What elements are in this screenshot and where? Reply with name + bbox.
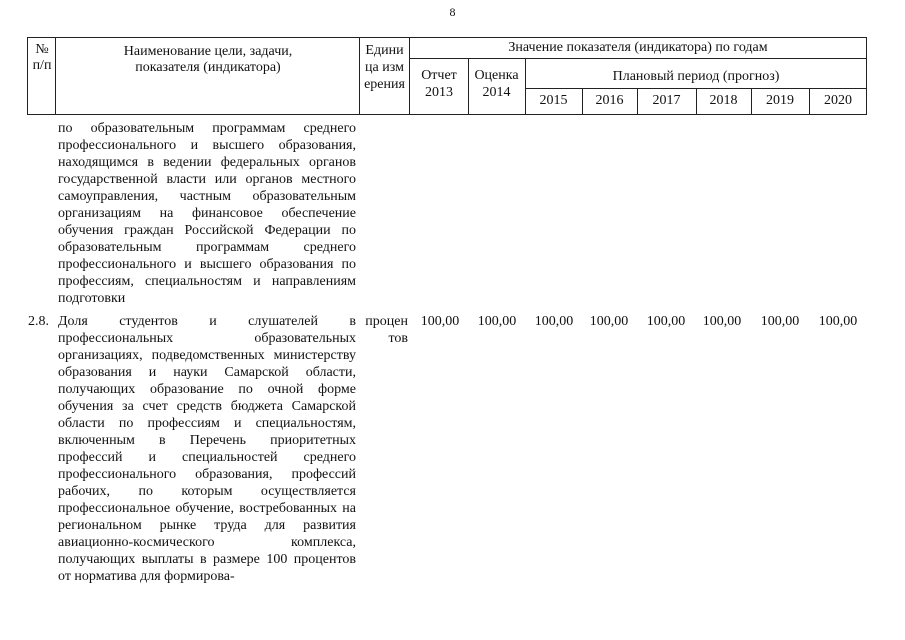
value-2015: 100,00 (534, 314, 574, 329)
row-unit: процентов (365, 314, 408, 346)
header-year: 2016 (595, 93, 624, 108)
row-number: 2.8. (28, 314, 49, 329)
header-estimate: Оценка 2014 (474, 68, 519, 100)
value-2018: 100,00 (702, 314, 742, 329)
header-report: Отчет 2013 (421, 68, 457, 100)
header-values: Значение показателя (индикатора) по годам (508, 40, 768, 55)
header-year: 2017 (652, 93, 681, 108)
value-2020: 100,00 (818, 314, 858, 329)
header-year: 2015 (539, 93, 568, 108)
continuation-text: по образовательным программам среднего профессионального и высшего образования, находящимся в ведении федеральных органов государственной власти или органов местного самоуправления, частным образовательным организациям на финансовое обеспечение обучения граждан Российской Федерации по образовательным программам среднего профессионального и высшего образования по профессиям, специальностям и направлениям подготовки (58, 121, 356, 306)
value-2013: 100,00 (420, 314, 460, 329)
row-name: Доля студентов и слушателей в профессиональных образовательных организациях, подведомственных министерству образования и науки Самарской области, получающих образование по очной форме обучения за счет средств бюджета Самарской области по профессиям и специальностям, включенным в Перечень приоритетных профессий и специальностей среднего профессионального образования, профессий рабочих, по которым осуществляется профессиональное обучение, востребованных на региональном рынке труда для развития авиационно-космического комплекса, получающих выплаты в размере 100 процентов от норматива для формирова- (58, 314, 356, 584)
header-num: № п/п (32, 42, 52, 73)
value-2016: 100,00 (589, 314, 629, 329)
header-unit: Единица измерения (364, 43, 405, 92)
value-2014: 100,00 (477, 314, 517, 329)
table-header (27, 37, 867, 115)
header-year: 2018 (709, 93, 738, 108)
header-name: Наименование цели, задачи, показателя (индикатора) (123, 44, 293, 75)
value-2017: 100,00 (646, 314, 686, 329)
value-2019: 100,00 (760, 314, 800, 329)
page-number: 8 (449, 5, 456, 19)
header-plan: Плановый период (прогноз) (612, 69, 780, 84)
header-year: 2019 (766, 93, 794, 108)
header-year: 2020 (824, 93, 852, 108)
